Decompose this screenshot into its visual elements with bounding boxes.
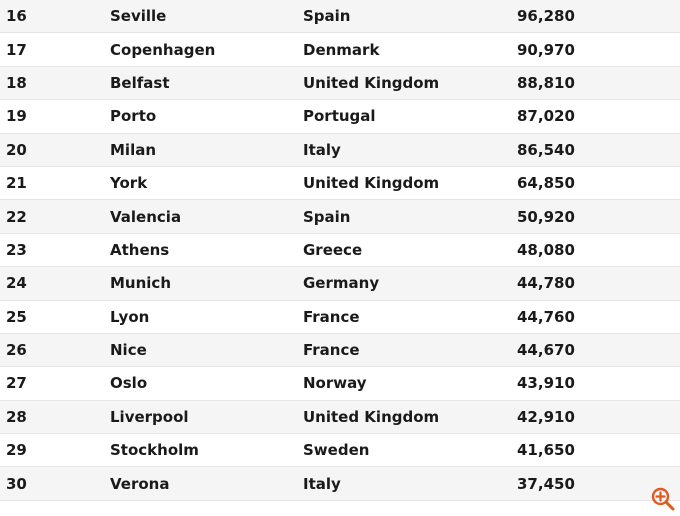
rank-cell: 24 — [6, 274, 27, 293]
country-cell: Greece — [303, 240, 363, 259]
table-row — [0, 134, 680, 167]
value-cell: 44,780 — [517, 274, 575, 293]
country-cell: Germany — [303, 274, 380, 293]
city-cell: Milan — [110, 140, 157, 159]
value-cell: 90,970 — [517, 40, 575, 59]
country-cell: United Kingdom — [303, 407, 440, 426]
table-row — [0, 234, 680, 267]
value-cell: 88,810 — [517, 73, 575, 92]
rank-cell: 17 — [6, 40, 27, 59]
table-row — [0, 167, 680, 200]
zoom-in-icon — [650, 486, 676, 512]
country-cell: Spain — [303, 7, 351, 26]
country-cell: United Kingdom — [303, 174, 440, 193]
rank-cell: 20 — [6, 140, 27, 159]
city-cell: Porto — [110, 107, 157, 126]
rank-cell: 23 — [6, 240, 27, 259]
table-row — [0, 334, 680, 367]
city-cell: Munich — [110, 274, 171, 293]
table-row — [0, 467, 680, 500]
table-row — [0, 67, 680, 100]
table-row — [0, 301, 680, 334]
rank-cell: 18 — [6, 73, 27, 92]
table-row — [0, 401, 680, 434]
country-cell: Sweden — [303, 441, 370, 460]
value-cell: 43,910 — [517, 374, 575, 393]
country-cell: France — [303, 307, 360, 326]
city-cell: Verona — [110, 474, 170, 493]
rank-cell: 26 — [6, 341, 27, 360]
city-cell: Nice — [110, 341, 147, 360]
city-cell: Athens — [110, 240, 170, 259]
table-row — [0, 267, 680, 300]
zoom-button[interactable] — [650, 486, 676, 512]
rank-cell: 30 — [6, 474, 27, 493]
table-row — [0, 200, 680, 233]
table-row — [0, 100, 680, 133]
rank-cell: 28 — [6, 407, 27, 426]
city-cell: Belfast — [110, 73, 170, 92]
rank-cell: 29 — [6, 441, 27, 460]
city-cell: Valencia — [110, 207, 182, 226]
table-row — [0, 33, 680, 66]
value-cell: 44,760 — [517, 307, 575, 326]
country-cell: Denmark — [303, 40, 380, 59]
rank-cell: 19 — [6, 107, 27, 126]
country-cell: Italy — [303, 474, 341, 493]
city-cell: Seville — [110, 7, 167, 26]
rank-cell: 25 — [6, 307, 27, 326]
country-cell: Spain — [303, 207, 351, 226]
rank-cell: 21 — [6, 174, 27, 193]
city-cell: York — [110, 174, 148, 193]
country-cell: Portugal — [303, 107, 376, 126]
value-cell: 48,080 — [517, 240, 575, 259]
city-cell: Liverpool — [110, 407, 189, 426]
rank-cell: 27 — [6, 374, 27, 393]
value-cell: 44,670 — [517, 341, 575, 360]
city-cell: Lyon — [110, 307, 150, 326]
country-cell: United Kingdom — [303, 73, 440, 92]
table-row — [0, 434, 680, 467]
table-row — [0, 0, 680, 33]
value-cell: 87,020 — [517, 107, 575, 126]
value-cell: 50,920 — [517, 207, 575, 226]
rank-cell: 16 — [6, 7, 27, 26]
value-cell: 37,450 — [517, 474, 575, 493]
table-row — [0, 367, 680, 400]
country-cell: Italy — [303, 140, 341, 159]
value-cell: 42,910 — [517, 407, 575, 426]
value-cell: 86,540 — [517, 140, 575, 159]
city-cell: Copenhagen — [110, 40, 216, 59]
city-cell: Oslo — [110, 374, 148, 393]
city-cell: Stockholm — [110, 441, 199, 460]
rank-cell: 22 — [6, 207, 27, 226]
value-cell: 41,650 — [517, 441, 575, 460]
value-cell: 64,850 — [517, 174, 575, 193]
country-cell: France — [303, 341, 360, 360]
country-cell: Norway — [303, 374, 367, 393]
value-cell: 96,280 — [517, 7, 575, 26]
